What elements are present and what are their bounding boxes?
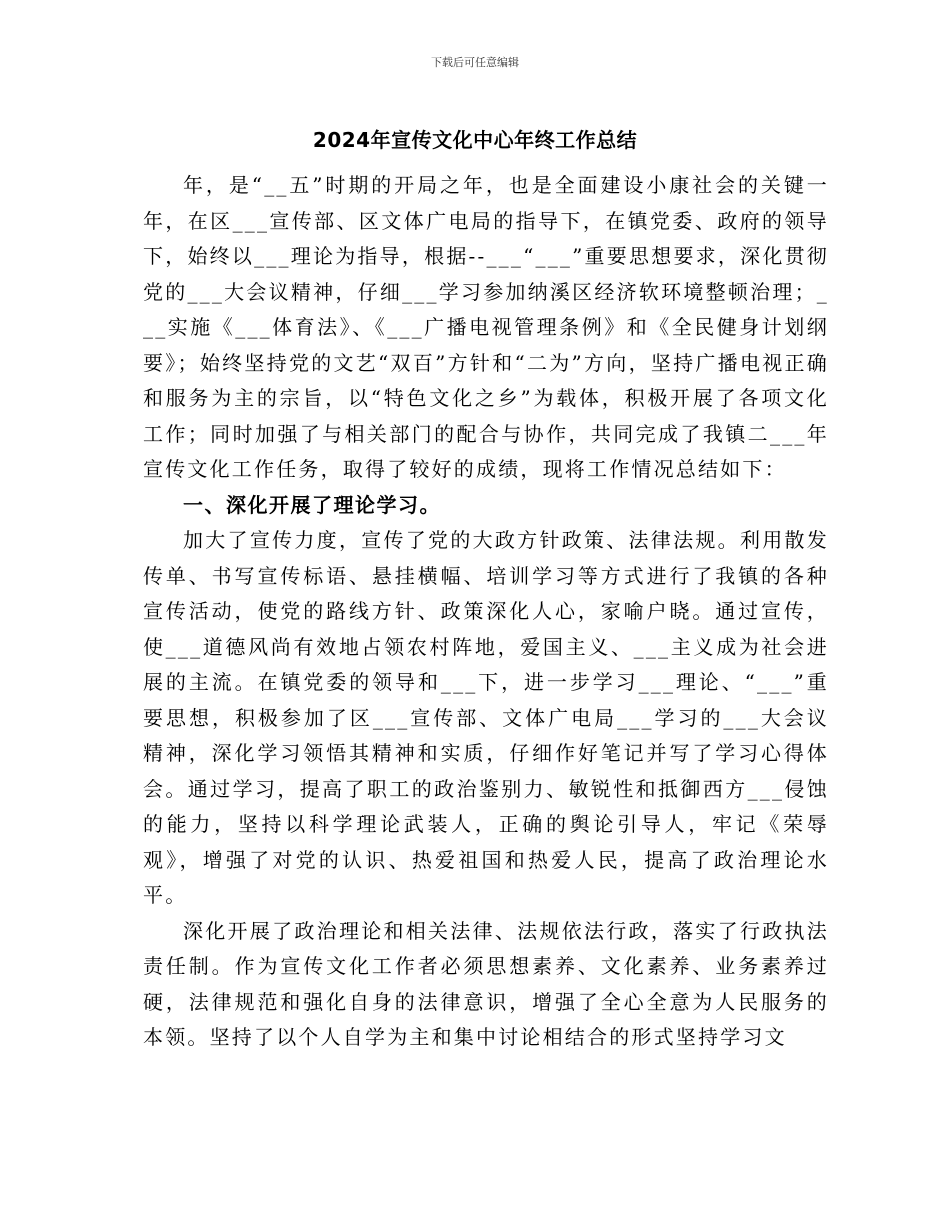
header-note: 下载后可任意编辑 — [431, 56, 519, 69]
document-body — [143, 168, 829, 1056]
paragraph-intro: 年，是“__五”时期的开局之年，也是全面建设小康社会的关键一年，在区___宣传部、区文体广电局的指导下，在镇党委、政府的领导下，始终以___理论为指导，根据--___“___”重要思想要求，深化贯彻党的___大会议精神，仔细___学习参加纳溪区经济软环境整顿治理；___实施《___体育法》、《___广播电视管理条例》和《全民健身计划纲要》；始终坚持党的文艺“双百”方针和“二为”方向，坚持广播电视正确和服务为主的宗旨，以“特色文化之乡”为载体，积极开展了各项文化工作；同时加强了与相关部门的配合与协作，共同完成了我镇二___年宣传文化工作任务，取得了较好的成绩，现将工作情况总结如下： — [143, 173, 829, 481]
document-title: 2024年宣传文化中心年终工作总结 — [312, 128, 638, 152]
paragraph-propaganda: 加大了宣传力度，宣传了党的大政方针政策、法律法规。利用散发传单、书写宣传标语、悬挂横幅、培训学习等方式进行了我镇的各种宣传活动，使党的路线方针、政策深化人心，家喻户晓。通过宣传，使___道德风尚有效地占领农村阵地，爱国主义、___主义成为社会进展的主流。在镇党委的领导和___下，进一步学习___理论、“___”重要思想，积极参加了区___宣传部、文体广电局___学习的___大会议精神，深化学习领悟其精神和实质，仔细作好笔记并写了学习心得体会。通过学习，提高了职工的政治鉴别力、敏锐性和抵御西方___侵蚀的能力，坚持以科学理论武装人，正确的舆论引导人，牢记《荣辱观》，增强了对党的认识、热爱祖国和热爱人民，提高了政治理论水平。 — [143, 528, 829, 907]
paragraph-law-study: 深化开展了政治理论和相关法律、法规依法行政，落实了行政执法责任制。作为宣传文化工作者必须思想素养、文化素养、业务素养过硬，法律规范和强化自身的法律意识，增强了全心全意为人民服务的本领。坚持了以个人自学为主和集中讨论相结合的形式坚持学习文 — [143, 918, 829, 1049]
section-heading-1: 一、深化开展了理论学习。 — [183, 492, 441, 517]
